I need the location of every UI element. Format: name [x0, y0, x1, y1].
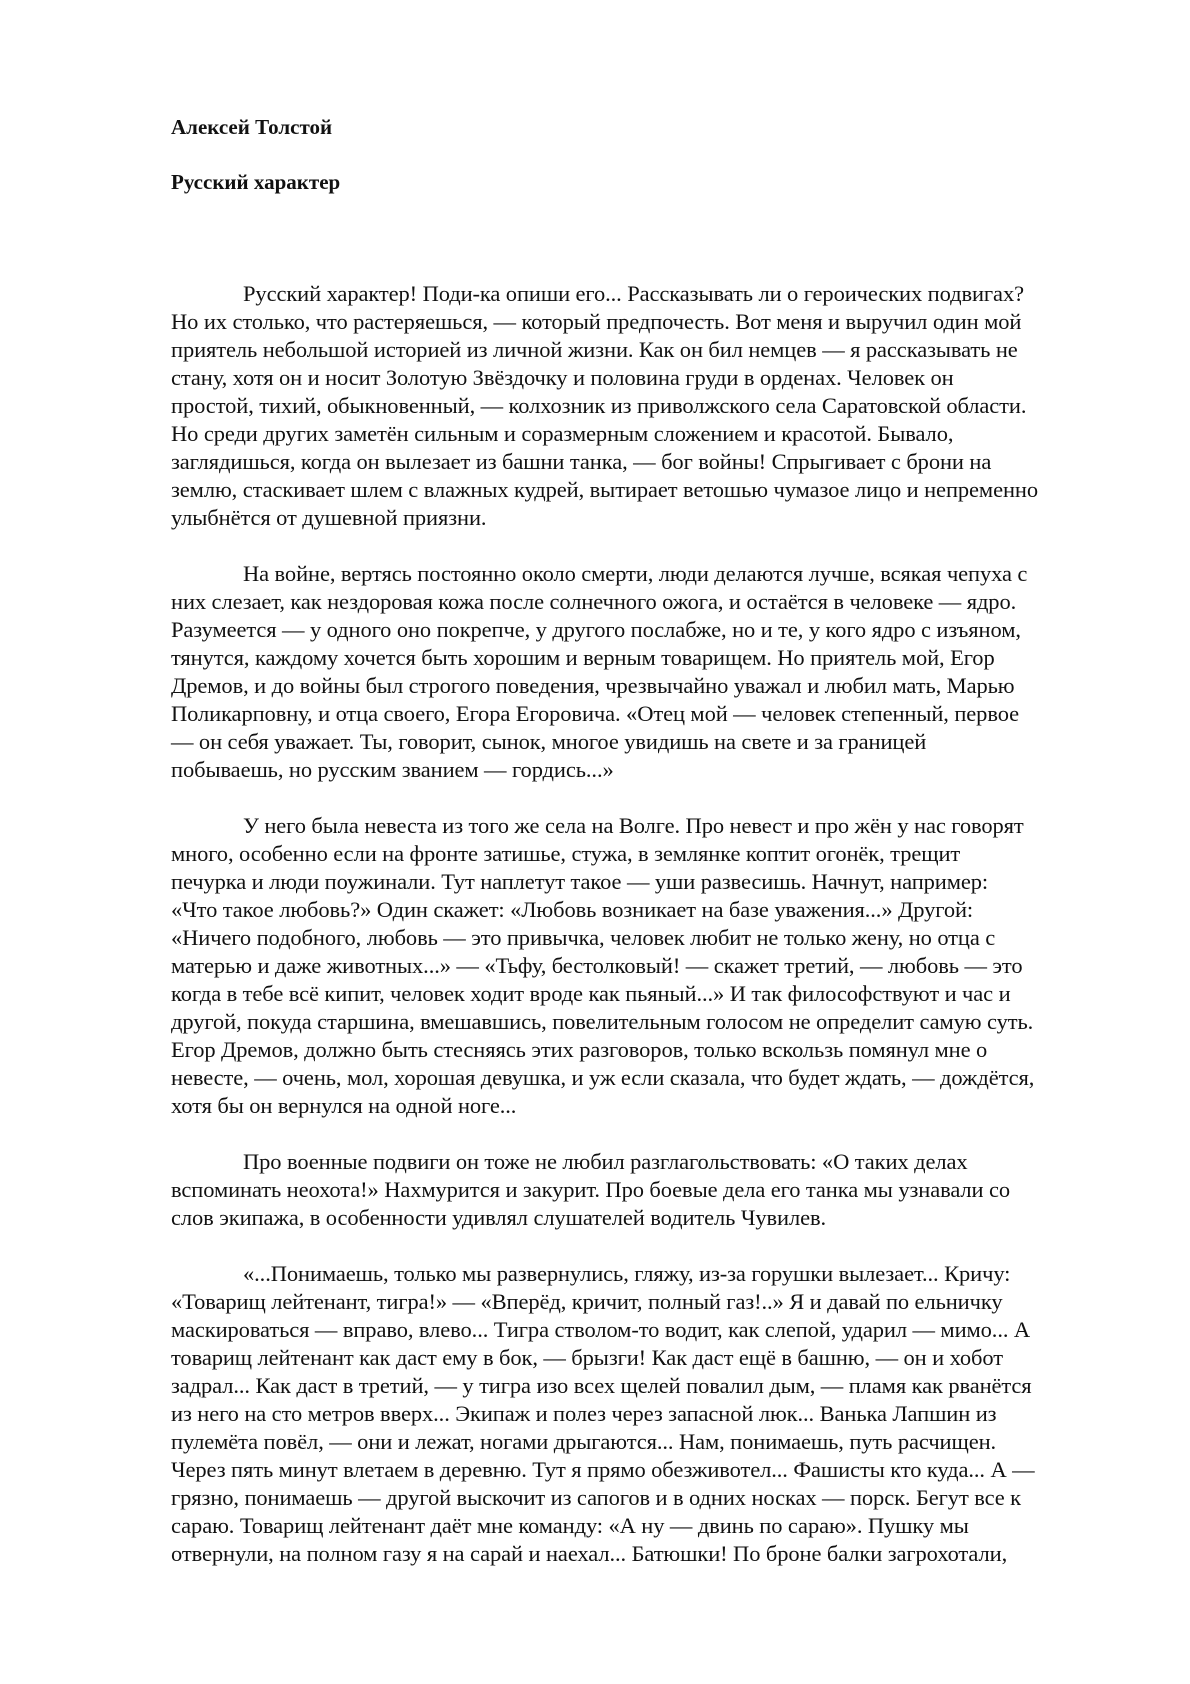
text-line: сараю. Товарищ лейтенант даёт мне команду: «А ну — двинь по сараю». Пушку мы [171, 1513, 969, 1538]
paragraph [171, 280, 1125, 532]
text-line: Но среди других заметён сильным и соразмерным сложением и красотой. Бывало, [171, 421, 954, 446]
text-line: хотя бы он вернулся на одной ноге... [171, 1093, 517, 1118]
text-line: много, особенно если на фронте затишье, стужа, в землянке коптит огонёк, трещит [171, 841, 961, 866]
text-line: Дремов, и до войны был строгого поведения, чрезвычайно уважал и любил мать, Марью [171, 673, 1015, 698]
text-line: тянутся, каждому хочется быть хорошим и верным товарищем. Но приятель мой, Егор [171, 645, 995, 670]
paragraph [171, 560, 1125, 784]
text-line: Егор Дремов, должно быть стесняясь этих разговоров, только вскользь помянул мне о [171, 1037, 988, 1062]
text-line: побываешь, но русским званием — гордись...» [171, 757, 614, 782]
text-line: На войне, вертясь постоянно около смерти, люди делаются лучше, всякая чепуха с [243, 561, 1028, 586]
text-line: Русский характер! Поди-ка опиши его... Рассказывать ли о героических подвигах? [243, 281, 1024, 306]
text-line: пулемёта повёл, — они и лежат, ногами дрыгаются... Нам, понимаешь, путь расчищен. [171, 1429, 997, 1454]
paragraph [171, 1148, 1125, 1232]
paragraph [171, 812, 1125, 1120]
text-line: Через пять минут влетаем в деревню. Тут я прямо обезживотел... Фашисты кто куда... А — [171, 1457, 1035, 1482]
text-line: «...Понимаешь, только мы развернулись, гляжу, из-за горушки вылезает... Кричу: [243, 1261, 1011, 1286]
text-line: печурка и люди поужинали. Тут наплетут такое — уши развесишь. Начнут, например: [171, 869, 989, 894]
text-line: заглядишься, когда он вылезает из башни танка, — бог войны! Спрыгивает с брони на [171, 449, 992, 474]
text-line: «Что такое любовь?» Один скажет: «Любовь возникает на базе уважения...» Другой: [171, 897, 974, 922]
text-line: землю, стаскивает шлем с влажных кудрей, вытирает ветошью чумазое лицо и непременно [171, 477, 1038, 502]
story-title: Русский характер [171, 170, 341, 194]
text-line: приятель небольшой историей из личной жизни. Как он бил немцев — я рассказывать не [171, 337, 1018, 362]
text-line: «Товарищ лейтенант, тигра!» — «Вперёд, кричит, полный газ!..» Я и давай по ельничку [171, 1289, 1003, 1314]
paragraph [171, 1260, 1125, 1568]
text-line: отвернули, на полном газу я на сарай и наехал... Батюшки! По броне балки загрохотали, [171, 1541, 1008, 1566]
text-line: Про военные подвиги он тоже не любил разглагольствовать: «О таких делах [243, 1149, 968, 1174]
text-line: грязно, понимаешь — другой выскочит из сапогов и в одних носках — порск. Бегут все к [171, 1485, 1022, 1510]
text-line: маскироваться — вправо, влево... Тигра стволом-то водит, как слепой, ударил — мимо... А [171, 1317, 1031, 1342]
text-line: когда в тебе всё кипит, человек ходит вроде как пьяный...» И так философствуют и час и [171, 981, 1011, 1006]
text-line: стану, хотя он и носит Золотую Звёздочку и половина груди в орденах. Человек он [171, 365, 954, 390]
text-line: товарищ лейтенант как даст ему в бок, — брызги! Как даст ещё в башню, — он и хобот [171, 1345, 1003, 1370]
text-line: вспоминать неохота!» Нахмурится и закурит. Про боевые дела его танка мы узнавали со [171, 1177, 1011, 1202]
text-line: них слезает, как нездоровая кожа после солнечного ожога, и остаётся в человеке — ядро. [171, 589, 1017, 614]
text-line: Поликарповну, и отца своего, Егора Егоровича. «Отец мой — человек степенный, первое [171, 701, 1020, 726]
text-line: простой, тихий, обыкновенный, — колхозник из приволжского села Саратовской области. [171, 393, 1027, 418]
text-line: другой, покуда старшина, вмешавшись, повелительным голосом не определит самую суть. [171, 1009, 1034, 1034]
text-line: из него на сто метров вверх... Экипаж и полез через запасной люк... Ванька Лапшин из [171, 1401, 997, 1426]
text-line: невесте, — очень, мол, хорошая девушка, и уж если сказала, что будет ждать, — дождётся, [171, 1065, 1035, 1090]
text-line: задрал... Как даст в третий, — у тигра изо всех щелей повалил дым, — пламя как рванётся [171, 1373, 1032, 1398]
text-line: — он себя уважает. Ты, говорит, сынок, многое увидишь на свете и за границей [171, 729, 927, 754]
text-line: слов экипажа, в особенности удивлял слушателей водитель Чувилев. [171, 1205, 827, 1230]
text-line: У него была невеста из того же села на Волге. Про невест и про жён у нас говорят [243, 813, 1024, 838]
text-line: «Ничего подобного, любовь — это привычка, человек любит не только жену, но отца с [171, 925, 996, 950]
text-line: Разумеется — у одного оно покрепче, у другого послабже, но и те, у кого ядро с изъяном, [171, 617, 1021, 642]
text-line: Но их столько, что растеряешься, — который предпочесть. Вот меня и выручил один мой [171, 309, 1022, 334]
story-body [171, 280, 1125, 1596]
text-line: матерью и даже животных...» — «Тьфу, бестолковый! — скажет третий, — любовь — это [171, 953, 1023, 978]
text-line: улыбнётся от душевной приязни. [171, 505, 487, 530]
author-name: Алексей Толстой [171, 115, 333, 139]
